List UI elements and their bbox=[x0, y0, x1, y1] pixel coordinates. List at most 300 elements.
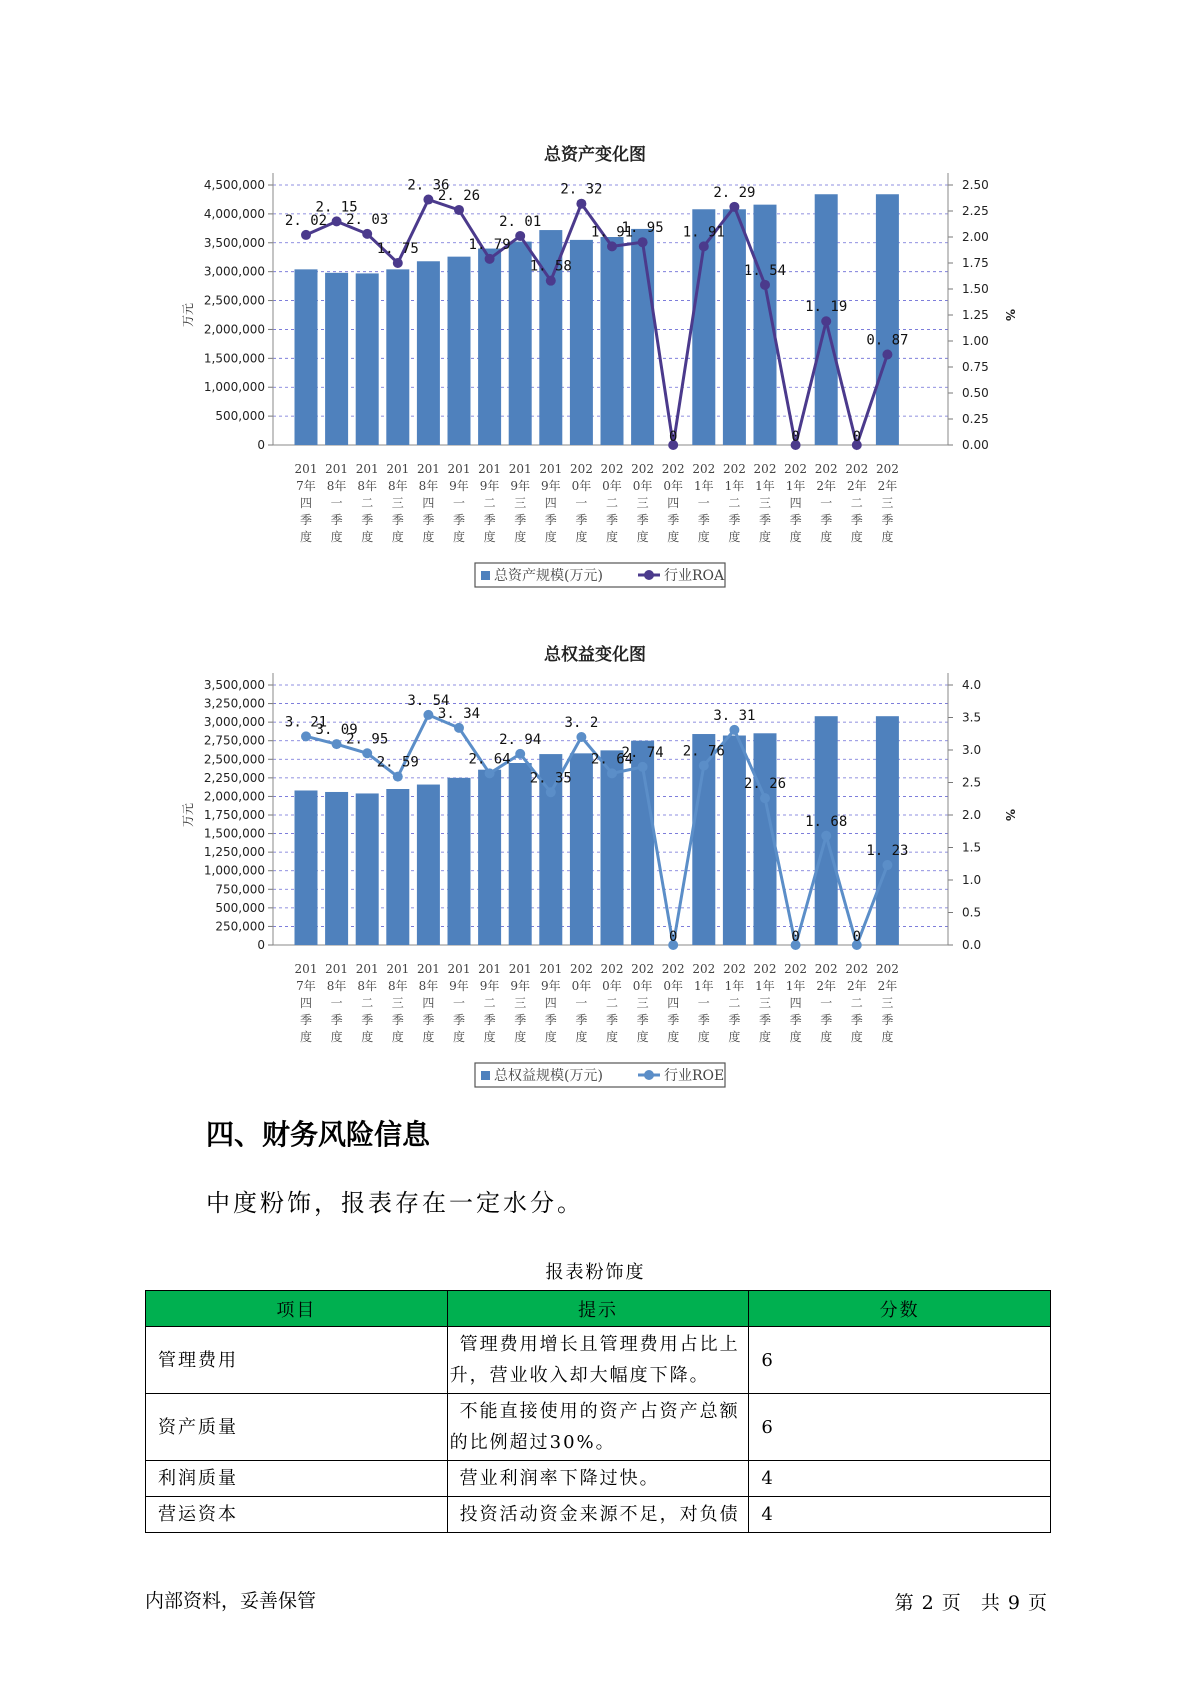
data-label: 2. 74 bbox=[621, 744, 664, 761]
footer-page-number bbox=[891, 1588, 1051, 1615]
y-tick-label: 500,000 bbox=[215, 409, 265, 424]
category-label: 202 bbox=[784, 962, 808, 976]
data-label: 2. 95 bbox=[346, 731, 389, 748]
category-label: 2年 bbox=[877, 479, 898, 493]
line-point bbox=[546, 787, 556, 797]
row-hint: 投资活动资金来源不足，对负债 bbox=[447, 1497, 749, 1533]
category-label: 一 bbox=[452, 496, 466, 510]
category-label: 202 bbox=[722, 962, 746, 976]
y-tick-label: 2,250,000 bbox=[203, 770, 265, 785]
category-label: 二 bbox=[483, 996, 496, 1010]
category-label: 季 bbox=[820, 513, 833, 527]
data-label: 1. 23 bbox=[866, 843, 909, 860]
category-label: 9年 bbox=[510, 479, 531, 493]
category-label: 201 bbox=[355, 962, 379, 976]
category-label: 度 bbox=[391, 1030, 404, 1044]
y2-tick-label: 0.5 bbox=[962, 905, 982, 920]
category-label: 2年 bbox=[816, 979, 837, 993]
table-row bbox=[146, 1497, 1051, 1533]
footer-page-mid: 页 bbox=[941, 1592, 961, 1614]
category-label: 度 bbox=[422, 1030, 435, 1044]
data-label: 1. 75 bbox=[376, 241, 419, 257]
category-label: 2年 bbox=[816, 479, 837, 493]
legend-line-marker bbox=[644, 570, 654, 580]
category-label: 度 bbox=[850, 1030, 863, 1044]
y-tick-label: 2,500,000 bbox=[203, 752, 265, 767]
category-label: 季 bbox=[605, 513, 619, 527]
line-point bbox=[638, 762, 648, 772]
category-label: 季 bbox=[881, 1013, 894, 1027]
category-label: 8年 bbox=[387, 479, 408, 493]
category-label: 201 bbox=[325, 962, 349, 976]
category-label: 季 bbox=[299, 1013, 313, 1027]
category-label: 8年 bbox=[326, 979, 347, 993]
category-label: 季 bbox=[575, 1013, 588, 1027]
category-label: 度 bbox=[850, 530, 863, 544]
line-point bbox=[515, 749, 525, 759]
data-label: 1. 54 bbox=[743, 262, 787, 279]
category-label: 度 bbox=[758, 1030, 772, 1044]
category-label: 季 bbox=[728, 513, 741, 527]
footer-total-num: 9 bbox=[1007, 1592, 1020, 1614]
category-label: 季 bbox=[850, 513, 863, 527]
category-label: 度 bbox=[544, 530, 557, 544]
bar bbox=[723, 209, 746, 445]
bar bbox=[417, 261, 440, 445]
bar bbox=[448, 257, 471, 445]
category-label: 202 bbox=[661, 962, 685, 976]
category-label: 8年 bbox=[326, 479, 347, 493]
category-label: 201 bbox=[508, 962, 532, 976]
category-label: 度 bbox=[605, 1030, 619, 1044]
line-point bbox=[638, 237, 648, 247]
category-label: 季 bbox=[514, 1013, 527, 1027]
category-label: 季 bbox=[330, 1013, 343, 1027]
category-label: 一 bbox=[820, 496, 833, 510]
category-label: 202 bbox=[814, 962, 838, 976]
category-label: 度 bbox=[789, 1030, 802, 1044]
table-row bbox=[146, 1394, 1051, 1461]
total-equity-chart-svg bbox=[0, 630, 1191, 1100]
category-label: 202 bbox=[569, 462, 593, 476]
y-tick-label: 3,500,000 bbox=[203, 235, 265, 250]
y-tick-label: 3,000,000 bbox=[203, 264, 265, 279]
category-label: 度 bbox=[605, 530, 619, 544]
line-point bbox=[760, 280, 770, 290]
bar bbox=[876, 194, 899, 445]
category-label: 三 bbox=[758, 496, 772, 510]
category-label: 季 bbox=[697, 1013, 710, 1027]
line-point bbox=[882, 350, 892, 360]
category-label: 度 bbox=[361, 530, 374, 544]
bar bbox=[417, 785, 440, 945]
bar bbox=[570, 240, 593, 445]
category-label: 度 bbox=[514, 1030, 527, 1044]
category-label: 201 bbox=[294, 462, 318, 476]
data-label: 2. 35 bbox=[529, 770, 572, 787]
data-label: 0 bbox=[852, 429, 862, 445]
category-label: 201 bbox=[294, 962, 318, 976]
category-label: 1年 bbox=[785, 479, 806, 493]
y2-tick-label: 1.00 bbox=[962, 334, 989, 348]
bar bbox=[386, 269, 409, 445]
y2-tick-label: 0.0 bbox=[962, 938, 982, 952]
data-label: 3. 2 bbox=[564, 715, 599, 731]
category-label: 度 bbox=[758, 530, 772, 544]
category-label: 201 bbox=[539, 962, 563, 976]
category-label: 二 bbox=[483, 496, 496, 510]
data-label: 0 bbox=[791, 929, 800, 945]
line-point bbox=[454, 205, 464, 215]
category-label: 四 bbox=[544, 996, 557, 1010]
category-label: 季 bbox=[422, 513, 435, 527]
category-label: 8年 bbox=[357, 479, 378, 493]
data-label: 2. 02 bbox=[284, 212, 328, 229]
y2-tick-label: 2.25 bbox=[962, 204, 989, 218]
bar bbox=[478, 770, 501, 945]
legend-bar-label: 总权益规模(万元) bbox=[494, 1068, 603, 1084]
category-label: 三 bbox=[514, 996, 527, 1010]
bar bbox=[386, 789, 409, 945]
category-label: 四 bbox=[667, 496, 680, 510]
category-label: 9年 bbox=[510, 979, 531, 993]
row-item: 管理费用 bbox=[146, 1327, 448, 1394]
category-label: 一 bbox=[452, 996, 466, 1010]
row-hint: 管理费用增长且管理费用占比上升，营业收入却大幅度下降。 bbox=[447, 1327, 749, 1394]
line-point bbox=[393, 772, 403, 782]
category-label: 季 bbox=[820, 1013, 833, 1027]
category-label: 二 bbox=[361, 996, 374, 1010]
category-label: 三 bbox=[636, 496, 649, 510]
total-equity-chart bbox=[0, 630, 1191, 1100]
data-label: 1. 79 bbox=[468, 236, 511, 253]
data-label: 3. 54 bbox=[407, 692, 450, 709]
category-label: 0年 bbox=[663, 479, 684, 493]
category-label: 度 bbox=[361, 1030, 374, 1044]
category-label: 四 bbox=[422, 996, 435, 1010]
legend-line-label: 行业ROA bbox=[664, 568, 725, 584]
category-label: 季 bbox=[850, 1013, 863, 1027]
data-label: 0 bbox=[791, 429, 800, 445]
category-label: 202 bbox=[569, 962, 593, 976]
category-label: 季 bbox=[483, 1013, 496, 1027]
section-heading: 四、财务风险信息 bbox=[206, 1118, 431, 1151]
category-label: 二 bbox=[361, 496, 374, 510]
y2-tick-label: 2.5 bbox=[962, 775, 982, 790]
category-label: 202 bbox=[875, 962, 899, 976]
line-point bbox=[729, 202, 739, 212]
data-label: 2. 36 bbox=[407, 177, 450, 194]
category-label: 度 bbox=[728, 530, 741, 544]
data-label: 3. 09 bbox=[315, 722, 358, 739]
category-label: 季 bbox=[789, 513, 802, 527]
data-label: 1. 91 bbox=[590, 224, 634, 241]
category-label: 1年 bbox=[693, 479, 714, 493]
y-tick-label: 4,500,000 bbox=[203, 178, 265, 192]
y-tick-label: 1,000,000 bbox=[203, 863, 265, 878]
category-label: 度 bbox=[514, 530, 527, 544]
category-label: 2年 bbox=[846, 979, 867, 993]
category-label: 三 bbox=[391, 496, 404, 510]
category-label: 8年 bbox=[387, 979, 408, 993]
category-label: 一 bbox=[330, 996, 343, 1010]
category-label: 度 bbox=[636, 1030, 649, 1044]
category-label: 7年 bbox=[296, 479, 316, 493]
bar bbox=[631, 229, 654, 445]
category-label: 1年 bbox=[755, 979, 775, 993]
category-label: 201 bbox=[386, 962, 410, 976]
y-axis-label: 万元 bbox=[181, 802, 195, 828]
bar bbox=[295, 790, 318, 945]
data-label: 3. 31 bbox=[713, 707, 756, 724]
bar bbox=[509, 763, 532, 945]
line-point bbox=[423, 710, 433, 720]
category-label: 季 bbox=[575, 513, 588, 527]
category-label: 8年 bbox=[418, 979, 439, 993]
category-label: 度 bbox=[299, 1030, 313, 1044]
table-header-row bbox=[146, 1291, 1051, 1327]
y2-tick-label: 2.50 bbox=[962, 178, 989, 192]
category-label: 度 bbox=[483, 530, 496, 544]
line-point bbox=[729, 725, 739, 735]
row-item: 利润质量 bbox=[146, 1461, 448, 1497]
category-label: 201 bbox=[416, 462, 440, 476]
line-point bbox=[423, 195, 433, 205]
y-axis-label: 万元 bbox=[181, 302, 195, 328]
bar bbox=[478, 249, 501, 445]
line-point bbox=[607, 768, 617, 778]
row-score: 6 bbox=[749, 1327, 1051, 1394]
line-point bbox=[576, 732, 586, 742]
category-label: 度 bbox=[575, 1030, 588, 1044]
category-label: 度 bbox=[820, 1030, 833, 1044]
category-label: 季 bbox=[758, 513, 772, 527]
category-label: 度 bbox=[881, 1030, 894, 1044]
y2-tick-label: 0.00 bbox=[962, 438, 989, 452]
category-label: 季 bbox=[544, 513, 557, 527]
category-label: 度 bbox=[697, 1030, 710, 1044]
y-tick-label: 1,000,000 bbox=[203, 380, 265, 395]
legend-bar-swatch bbox=[481, 1071, 490, 1080]
category-label: 季 bbox=[667, 513, 680, 527]
category-label: 1年 bbox=[724, 979, 745, 993]
category-label: 201 bbox=[478, 462, 502, 476]
data-label: 1. 58 bbox=[529, 258, 572, 275]
category-label: 二 bbox=[728, 996, 741, 1010]
data-label: 2. 15 bbox=[315, 199, 358, 216]
category-label: 度 bbox=[330, 530, 343, 544]
data-label: 2. 59 bbox=[376, 754, 419, 771]
category-label: 201 bbox=[416, 962, 440, 976]
category-label: 季 bbox=[361, 1013, 374, 1027]
category-label: 8年 bbox=[418, 479, 439, 493]
line-point bbox=[362, 229, 372, 239]
category-label: 9年 bbox=[479, 979, 500, 993]
y2-tick-label: 1.25 bbox=[962, 308, 989, 322]
category-label: 0年 bbox=[602, 979, 622, 993]
row-score: 4 bbox=[749, 1461, 1051, 1497]
y-tick-label: 2,000,000 bbox=[203, 322, 265, 337]
risk-table bbox=[145, 1290, 1051, 1533]
category-label: 二 bbox=[850, 996, 863, 1010]
bar bbox=[509, 242, 532, 445]
category-label: 9年 bbox=[449, 979, 469, 993]
row-hint: 营业利润率下降过快。 bbox=[447, 1461, 749, 1497]
y-tick-label: 2,750,000 bbox=[203, 733, 265, 748]
chart-title: 总权益变化图 bbox=[544, 645, 646, 665]
y2-tick-label: 4.0 bbox=[962, 678, 982, 692]
legend-line-marker bbox=[644, 1070, 654, 1080]
category-label: 度 bbox=[330, 1030, 343, 1044]
y2-axis-label: % bbox=[1003, 808, 1017, 822]
line-point bbox=[515, 231, 525, 241]
line-point bbox=[760, 793, 770, 803]
y-tick-label: 1,500,000 bbox=[203, 826, 265, 841]
category-label: 202 bbox=[631, 962, 655, 976]
category-label: 度 bbox=[544, 1030, 557, 1044]
category-label: 2年 bbox=[846, 479, 867, 493]
footer-total-prefix: 共 bbox=[980, 1592, 1000, 1614]
category-label: 季 bbox=[452, 1013, 466, 1027]
category-label: 三 bbox=[881, 496, 894, 510]
bar bbox=[356, 793, 379, 945]
category-label: 季 bbox=[697, 513, 710, 527]
category-label: 季 bbox=[391, 1013, 404, 1027]
category-label: 度 bbox=[820, 530, 833, 544]
category-label: 一 bbox=[575, 996, 588, 1010]
category-label: 1年 bbox=[785, 979, 806, 993]
footer-page-prefix: 第 bbox=[894, 1592, 914, 1614]
category-label: 度 bbox=[667, 1030, 680, 1044]
y2-tick-label: 0.50 bbox=[962, 386, 989, 400]
category-label: 201 bbox=[355, 462, 379, 476]
category-label: 四 bbox=[299, 996, 313, 1010]
bar bbox=[723, 736, 746, 945]
category-label: 201 bbox=[386, 462, 410, 476]
category-label: 201 bbox=[325, 462, 349, 476]
total-assets-chart-svg bbox=[0, 130, 1191, 600]
category-label: 0年 bbox=[632, 479, 653, 493]
line-point bbox=[607, 241, 617, 251]
y2-tick-label: 0.25 bbox=[962, 412, 989, 426]
legend-line-label: 行业ROE bbox=[664, 1068, 725, 1084]
category-label: 度 bbox=[422, 530, 435, 544]
row-score: 6 bbox=[749, 1394, 1051, 1461]
category-label: 202 bbox=[753, 962, 777, 976]
category-label: 季 bbox=[636, 1013, 649, 1027]
category-label: 202 bbox=[784, 462, 808, 476]
y2-axis-label: % bbox=[1003, 308, 1017, 322]
data-label: 1. 19 bbox=[805, 299, 848, 316]
header-item: 项目 bbox=[146, 1291, 448, 1327]
category-label: 度 bbox=[881, 530, 894, 544]
category-label: 202 bbox=[692, 962, 716, 976]
bar bbox=[876, 716, 899, 945]
y-tick-label: 1,250,000 bbox=[203, 845, 265, 860]
category-label: 202 bbox=[600, 462, 624, 476]
category-label: 季 bbox=[544, 1013, 557, 1027]
category-label: 度 bbox=[697, 530, 710, 544]
bar bbox=[448, 778, 471, 945]
category-label: 度 bbox=[391, 530, 404, 544]
category-label: 0年 bbox=[571, 479, 592, 493]
category-label: 202 bbox=[845, 462, 869, 476]
data-label: 1. 91 bbox=[682, 224, 725, 241]
line-point bbox=[454, 723, 464, 733]
category-label: 三 bbox=[758, 996, 772, 1010]
data-label: 0 bbox=[668, 929, 678, 945]
data-label: 1. 68 bbox=[805, 813, 848, 830]
table-row bbox=[146, 1327, 1051, 1394]
category-label: 201 bbox=[539, 462, 563, 476]
category-label: 201 bbox=[478, 962, 502, 976]
category-label: 四 bbox=[789, 996, 802, 1010]
category-label: 202 bbox=[692, 462, 716, 476]
data-label: 2. 29 bbox=[713, 184, 756, 201]
y2-tick-label: 1.75 bbox=[962, 256, 989, 270]
category-label: 季 bbox=[636, 513, 649, 527]
category-label: 度 bbox=[299, 530, 313, 544]
category-label: 0年 bbox=[571, 979, 592, 993]
legend-bar-label: 总资产规模(万元) bbox=[494, 568, 603, 584]
category-label: 一 bbox=[575, 496, 588, 510]
category-label: 202 bbox=[661, 462, 685, 476]
category-label: 四 bbox=[544, 496, 557, 510]
category-label: 三 bbox=[514, 496, 527, 510]
category-label: 度 bbox=[667, 530, 680, 544]
category-label: 四 bbox=[422, 496, 435, 510]
category-label: 季 bbox=[330, 513, 343, 527]
category-label: 季 bbox=[667, 1013, 680, 1027]
category-label: 度 bbox=[483, 1030, 496, 1044]
category-label: 9年 bbox=[479, 479, 500, 493]
line-point bbox=[301, 230, 311, 240]
row-score: 4 bbox=[749, 1497, 1051, 1533]
category-label: 0年 bbox=[632, 979, 653, 993]
category-label: 202 bbox=[722, 462, 746, 476]
category-label: 季 bbox=[391, 513, 404, 527]
y-tick-label: 3,250,000 bbox=[203, 696, 265, 711]
category-label: 202 bbox=[845, 962, 869, 976]
y2-tick-label: 3.0 bbox=[962, 743, 982, 757]
line-point bbox=[362, 748, 372, 758]
category-label: 四 bbox=[299, 496, 313, 510]
y-tick-label: 1,750,000 bbox=[203, 808, 265, 822]
category-label: 二 bbox=[850, 496, 863, 510]
line-point bbox=[485, 768, 495, 778]
category-label: 三 bbox=[881, 996, 894, 1010]
category-label: 一 bbox=[330, 496, 343, 510]
y-tick-label: 1,500,000 bbox=[203, 351, 265, 366]
category-label: 1年 bbox=[724, 479, 745, 493]
category-label: 7年 bbox=[296, 979, 316, 993]
line-point bbox=[699, 241, 709, 251]
data-label: 0. 87 bbox=[866, 332, 909, 349]
category-label: 度 bbox=[452, 530, 466, 544]
data-label: 2. 26 bbox=[743, 776, 787, 793]
category-label: 度 bbox=[575, 530, 588, 544]
category-label: 度 bbox=[789, 530, 802, 544]
y-tick-label: 250,000 bbox=[215, 919, 265, 934]
data-label: 2. 03 bbox=[346, 211, 389, 228]
category-label: 0年 bbox=[602, 479, 622, 493]
y2-tick-label: 2.00 bbox=[962, 230, 989, 244]
category-label: 季 bbox=[483, 513, 496, 527]
category-label: 四 bbox=[789, 496, 802, 510]
category-label: 202 bbox=[875, 462, 899, 476]
category-label: 0年 bbox=[663, 979, 684, 993]
header-hint: 提示 bbox=[447, 1291, 749, 1327]
